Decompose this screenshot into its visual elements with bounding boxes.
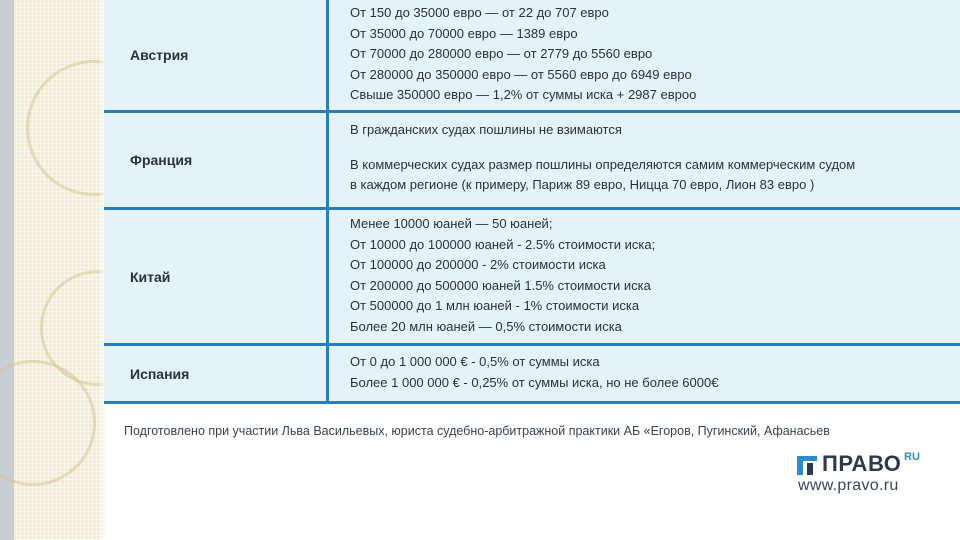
- fee-line: От 500000 до 1 млн юаней - 1% стоимости иска: [350, 298, 640, 313]
- decor-arc: [26, 60, 106, 196]
- fee-line: От 10000 до 100000 юаней - 2.5% стоимости иска;: [350, 236, 656, 252]
- fee-line: От 200000 до 500000 юаней 1.5% стоимости иска: [350, 277, 651, 293]
- fee-cell: [350, 120, 950, 196]
- fee-line: От 150 до 35000 евро — от 22 до 707 евро: [350, 5, 609, 20]
- fee-line: Более 20 млн юаней — 0,5% стоимости иска: [350, 318, 622, 334]
- country-cell: Испания: [130, 365, 190, 382]
- fee-line: От 280000 до 350000 евро — от 5560 евро до 6949 евро: [350, 66, 692, 82]
- country-cell: Франция: [130, 152, 193, 168]
- table-row-france: [104, 113, 960, 210]
- pravo-logo[interactable]: [796, 450, 936, 500]
- pravo-logo-icon: [796, 454, 820, 476]
- fee-line: От 100000 до 200000 - 2% стоимости иска: [350, 257, 606, 272]
- fee-line: в каждом регионе (к примеру, Париж 89 евро, Ницца 70 евро, Лион 83 евро ): [350, 177, 815, 192]
- side-decoration: [0, 0, 106, 540]
- logo-superscript: RU: [904, 451, 920, 463]
- table-row-spain: [104, 346, 960, 404]
- fee-line-gap: [350, 141, 950, 155]
- table-row-austria: [104, 0, 960, 113]
- fee-line: Менее 10000 юаней — 50 юаней;: [350, 216, 553, 231]
- table-row-china: [104, 210, 960, 346]
- fee-line: От 35000 до 70000 евро — 1389 евро: [350, 25, 578, 41]
- column-divider: [326, 0, 329, 110]
- fee-line: От 0 до 1 000 000 € - 0,5% от суммы иска: [350, 354, 600, 369]
- fee-line: В гражданских судах пошлины не взимаются: [350, 122, 622, 137]
- column-divider: [326, 346, 329, 401]
- fee-line: В коммерческих судах размер пошлины определяются самим коммерческим судом: [350, 156, 856, 172]
- fee-table: [104, 0, 960, 404]
- fee-cell: [350, 214, 950, 337]
- country-cell: Австрия: [130, 47, 189, 63]
- fee-cell: [350, 352, 950, 393]
- fee-line: Более 1 000 000 € - 0,25% от суммы иска, но не более 6000€: [350, 374, 719, 390]
- credit-note: Подготовлено при участии Льва Васильевых, юриста судебно-арбитражной практики АБ «Егоров, Пугинский, Афанасьев: [124, 424, 830, 438]
- column-divider: [326, 210, 329, 343]
- fee-cell: [350, 3, 950, 106]
- fee-line: Свыше 350000 евро — 1,2% от суммы иска + 2987 евроо: [350, 87, 697, 102]
- fee-line: От 70000 до 280000 евро — от 2779 до 5560 евро: [350, 46, 653, 61]
- logo-title: ПРАВО: [822, 451, 902, 476]
- country-cell: Китай: [130, 268, 171, 285]
- logo-url[interactable]: www.pravo.ru: [798, 477, 899, 494]
- column-divider: [326, 113, 329, 207]
